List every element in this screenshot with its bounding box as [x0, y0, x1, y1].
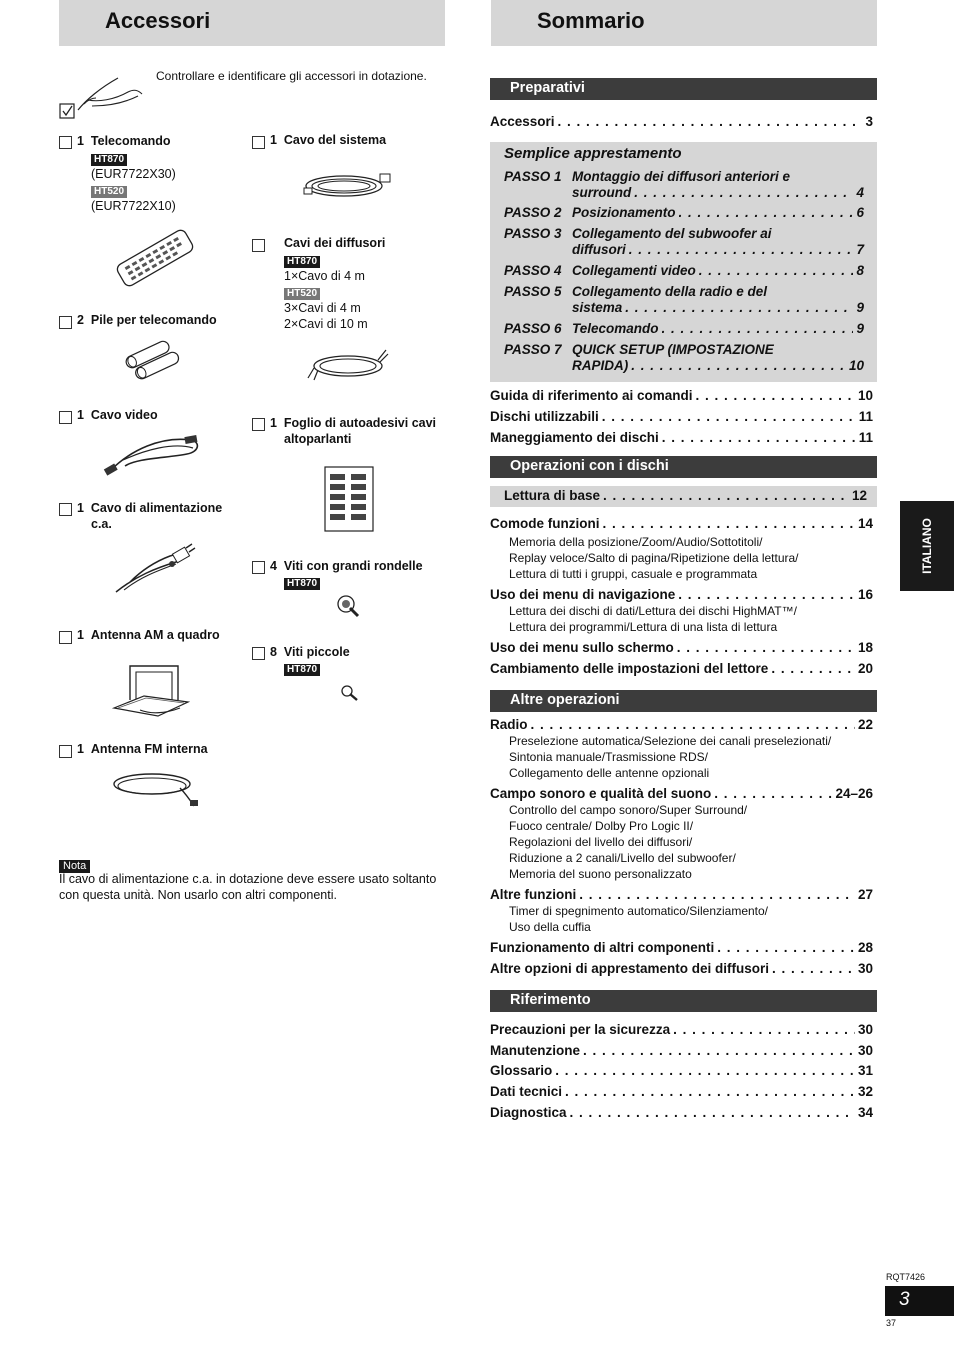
checkbox-telecomando — [59, 136, 72, 149]
toc-title: Dischi utilizzabili — [490, 409, 599, 424]
remote-control-icon — [114, 222, 196, 294]
toc-page: 31 — [857, 1063, 873, 1078]
toc-title: Cambiamento delle impostazioni del lettore — [490, 661, 769, 676]
passo-title: Montaggio dei diffusori anteriori e — [572, 169, 791, 184]
passo-6[interactable] — [504, 321, 864, 337]
accessori-header — [59, 0, 445, 46]
passo-page: 8 — [856, 263, 864, 278]
toc-radio[interactable] — [490, 717, 873, 732]
toc-page: 12 — [851, 488, 867, 503]
sub-line: Riduzione a 2 canali/Livello del subwoofer/ — [509, 851, 736, 865]
code-ht870: (EUR7722X30) — [91, 167, 176, 181]
passo-number: PASSO 6 — [504, 321, 562, 336]
passo-title: Collegamento del subwoofer ai — [572, 226, 772, 241]
checkbox-cavi-diffusori — [252, 239, 265, 252]
toc-title: Guida di riferimento ai comandi — [490, 388, 693, 403]
toc-page: 24–26 — [835, 786, 873, 801]
detail-3: 2×Cavi di 10 m — [284, 317, 368, 331]
doc-code: RQT7426 — [886, 1272, 926, 1282]
passo-page: 10 — [848, 358, 864, 373]
toc-maneggiamento[interactable] — [490, 430, 873, 445]
sub-line: Fuoco centrale/ Dolby Pro Logic II/ — [509, 819, 694, 833]
small-number: 37 — [886, 1318, 897, 1328]
label: Cavo video — [90, 408, 158, 422]
checkbox-cavo-video — [59, 411, 72, 424]
label: Foglio di autoadesivi cavi — [283, 416, 437, 430]
sub-line: Lettura dei programmi/Lettura di una lista di lettura — [509, 620, 778, 634]
passo-1[interactable] — [504, 169, 864, 201]
label: Pile per telecomando — [90, 313, 217, 327]
passo-page: 4 — [856, 185, 864, 200]
sub-line: Lettura dei dischi di dati/Lettura dei dischi HighMAT™/ — [509, 604, 797, 618]
code-ht520: (EUR7722X10) — [91, 199, 176, 213]
page-number-box — [885, 1286, 954, 1316]
toc-title: Uso dei menu sullo schermo — [490, 640, 674, 655]
navigazione-sub — [509, 603, 797, 635]
toc-precauzioni[interactable] — [490, 1022, 873, 1037]
toc-navigazione[interactable] — [490, 587, 873, 602]
toc-page: 11 — [858, 409, 873, 424]
sub-line: Controllo del campo sonoro/Super Surround/ — [509, 803, 748, 817]
toc-dischi[interactable] — [490, 409, 873, 424]
toc-title: Dati tecnici — [490, 1084, 563, 1099]
label: Cavo di alimentazione — [90, 501, 223, 515]
passo-number: PASSO 4 — [504, 263, 562, 278]
toc-page: 32 — [857, 1084, 873, 1099]
system-cable-icon — [300, 166, 394, 206]
toc-schermo[interactable] — [490, 640, 873, 655]
toc-altre-funzioni[interactable] — [490, 887, 873, 902]
nota-line-2: con questa unità. Non usarlo con altri componenti. — [59, 888, 337, 902]
toc-title: Campo sonoro e qualità del suono — [490, 786, 712, 801]
qty: 1 — [77, 408, 84, 422]
label: Viti piccole — [283, 645, 350, 659]
toc-guida[interactable] — [490, 388, 873, 403]
label: Antenna AM a quadro — [90, 628, 220, 642]
page-title-sommario: Sommario — [537, 8, 645, 33]
qty: 1 — [270, 416, 277, 430]
campo-sub — [509, 802, 747, 882]
badge-ht870: HT870 — [284, 256, 320, 268]
passo-page: 9 — [856, 300, 864, 315]
page-title-accessori: Accessori — [105, 8, 211, 33]
checkbox-cavo-sistema — [252, 136, 265, 149]
toc-page: 27 — [857, 887, 873, 902]
item-pile — [77, 313, 217, 327]
toc-title: Manutenzione — [490, 1043, 580, 1058]
item-antenna-fm — [77, 742, 208, 756]
batteries-icon — [124, 340, 186, 382]
passo-title-2: RAPIDA) — [572, 358, 629, 373]
passo-4[interactable] — [504, 263, 864, 279]
toc-title: Precauzioni per la sicurezza — [490, 1022, 671, 1037]
toc-page: 22 — [857, 717, 873, 732]
sub-line: Sintonia manuale/Trasmissione RDS/ — [509, 750, 708, 764]
nota-line-1: Il cavo di alimentazione c.a. in dotazione deve essere usato soltanto — [59, 872, 437, 886]
telecomando-models — [91, 150, 176, 214]
label-2: altoparlanti — [284, 432, 352, 446]
toc-glossario[interactable] — [490, 1063, 873, 1078]
badge-ht520: HT520 — [91, 186, 127, 198]
toc-page: 14 — [857, 516, 873, 531]
qty: 1 — [77, 742, 84, 756]
toc-accessori[interactable] — [490, 114, 873, 129]
checkbox-foglio-autoadesivi — [252, 418, 265, 431]
passo-title-2: surround — [572, 185, 632, 200]
nota-badge: Nota — [59, 860, 90, 873]
sommario-header — [491, 0, 877, 46]
item-viti-piccole — [270, 644, 350, 676]
qty: 2 — [77, 313, 84, 327]
sub-line: Preselezione automatica/Selezione dei canali preselezionati/ — [509, 734, 832, 748]
checkbox-pile — [59, 316, 72, 329]
passo-page: 6 — [856, 205, 864, 220]
label: Antenna FM interna — [90, 742, 208, 756]
passo-title: Collegamenti video — [572, 263, 696, 278]
cavi-diffusori-details — [284, 252, 368, 332]
toc-page: 16 — [857, 587, 873, 602]
video-cable-icon — [103, 430, 203, 478]
toc-page: 30 — [857, 961, 873, 976]
detail-2: 3×Cavi di 4 m — [284, 301, 361, 315]
toc-page: 3 — [865, 114, 873, 129]
sub-line: Memoria del suono personalizzato — [509, 867, 692, 881]
language-side-tab — [900, 501, 954, 591]
section-title: Riferimento — [510, 992, 591, 1008]
toc-page: 30 — [857, 1043, 873, 1058]
toc-dati-tecnici[interactable] — [490, 1084, 873, 1099]
toc-title: Altre opzioni di apprestamento dei diffusori — [490, 961, 770, 976]
passo-number: PASSO 5 — [504, 284, 562, 299]
sub-line: Lettura di tutti i gruppi, casuale e programmata — [509, 567, 758, 581]
label: Telecomando — [90, 134, 171, 148]
checkbox-viti-piccole — [252, 647, 265, 660]
passo-3[interactable] — [504, 226, 864, 258]
toc-campo-sonoro[interactable] — [490, 786, 873, 801]
passo-number: PASSO 3 — [504, 226, 562, 241]
altre-funzioni-sub — [509, 903, 768, 935]
item-viti-grandi — [270, 558, 423, 590]
intro-text: Controllare e identificare gli accessori in dotazione. — [156, 69, 427, 83]
screw-washer-icon — [336, 594, 362, 620]
speaker-cables-icon — [306, 346, 390, 386]
sub-line: Regolazioni del livello dei diffusori/ — [509, 835, 693, 849]
section-operazioni — [490, 456, 877, 478]
checkbox-antenna-fm — [59, 745, 72, 758]
item-telecomando — [77, 133, 171, 149]
power-cable-icon — [110, 542, 200, 600]
badge-ht520: HT520 — [284, 288, 320, 300]
qty: 8 — [270, 645, 277, 659]
qty: 1 — [270, 133, 277, 147]
fm-antenna-icon — [110, 766, 200, 810]
qty: 1 — [77, 134, 84, 148]
toc-page: 11 — [858, 430, 873, 445]
item-foglio-autoadesivi — [270, 415, 436, 447]
checklist-hand-icon — [58, 70, 144, 122]
passo-title-2: diffusori — [572, 242, 626, 257]
label-2: c.a. — [91, 517, 112, 531]
comode-sub — [509, 534, 799, 582]
passo-title: Collegamento della radio e del — [572, 284, 768, 299]
label: Viti con grandi rondelle — [283, 559, 423, 573]
toc-page: 28 — [857, 940, 873, 955]
section-title: Altre operazioni — [510, 692, 620, 708]
section-riferimento — [490, 990, 877, 1012]
toc-title: Radio — [490, 717, 528, 732]
section-preparativi — [490, 78, 877, 100]
toc-page: 10 — [857, 388, 873, 403]
page-number: 3 — [899, 1289, 910, 1310]
passo-7[interactable] — [504, 342, 864, 374]
item-antenna-am — [77, 628, 220, 642]
item-cavo-alimentazione — [77, 500, 222, 532]
toc-diagnostica[interactable] — [490, 1105, 873, 1120]
qty: 4 — [270, 559, 277, 573]
section-title: Operazioni con i dischi — [510, 458, 669, 474]
badge-ht870: HT870 — [91, 154, 127, 166]
toc-title: Altre funzioni — [490, 887, 577, 902]
toc-title: Lettura di base — [504, 488, 601, 503]
item-cavo-sistema — [270, 133, 386, 147]
section-title: Preparativi — [510, 80, 585, 96]
sub-line: Memoria della posizione/Zoom/Audio/Sottotitoli/ — [509, 535, 763, 549]
language-label: ITALIANO — [920, 518, 934, 574]
small-screw-icon — [340, 684, 360, 702]
passo-number: PASSO 7 — [504, 342, 562, 357]
badge-ht870: HT870 — [284, 664, 320, 676]
toc-comode[interactable] — [490, 516, 873, 531]
semplice-title: Semplice apprestamento — [504, 145, 682, 162]
item-cavi-diffusori: Cavi dei diffusori — [284, 236, 386, 250]
toc-title: Uso dei menu di navigazione — [490, 587, 676, 602]
radio-sub — [509, 733, 831, 781]
passo-number: PASSO 1 — [504, 169, 562, 184]
toc-title: Accessori — [490, 114, 555, 129]
passo-title: Telecomando — [572, 321, 659, 336]
toc-page: 30 — [857, 1022, 873, 1037]
toc-title: Funzionamento di altri componenti — [490, 940, 715, 955]
toc-page: 18 — [857, 640, 873, 655]
sub-line: Uso della cuffia — [509, 920, 591, 934]
checkbox-antenna-am — [59, 631, 72, 644]
passo-number: PASSO 2 — [504, 205, 562, 220]
label: Cavo del sistema — [283, 133, 387, 147]
passo-5[interactable] — [504, 284, 864, 316]
detail-1: 1×Cavo di 4 m — [284, 269, 365, 283]
toc-funzionamento[interactable] — [490, 940, 873, 955]
toc-title: Comode funzioni — [490, 516, 600, 531]
passo-title: Posizionamento — [572, 205, 676, 220]
toc-lettura[interactable] — [504, 488, 867, 503]
checkbox-viti-grandi — [252, 561, 265, 574]
qty: 1 — [77, 628, 84, 642]
toc-title: Maneggiamento dei dischi — [490, 430, 659, 445]
sub-line: Timer di spegnimento automatico/Silenziamento/ — [509, 904, 769, 918]
passo-title: QUICK SETUP (IMPOSTAZIONE — [572, 342, 774, 357]
toc-page: 20 — [857, 661, 873, 676]
toc-title: Diagnostica — [490, 1105, 567, 1120]
passo-page: 7 — [856, 242, 864, 257]
badge-ht870: HT870 — [284, 578, 320, 590]
passo-title-2: sistema — [572, 300, 623, 315]
item-cavo-video — [77, 408, 158, 422]
toc-opzioni-diffusori[interactable] — [490, 961, 873, 976]
toc-title: Glossario — [490, 1063, 553, 1078]
passo-page: 9 — [856, 321, 864, 336]
sticker-sheet-icon — [324, 466, 374, 532]
checkbox-cavo-alimentazione — [59, 503, 72, 516]
toc-cambiamento[interactable] — [490, 661, 873, 676]
qty: 1 — [77, 501, 84, 515]
sub-line: Replay veloce/Salto di pagina/Ripetizione della lettura/ — [509, 551, 799, 565]
am-loop-antenna-icon — [110, 656, 190, 718]
passo-2[interactable] — [504, 205, 864, 221]
toc-page: 34 — [857, 1105, 873, 1120]
sub-line: Collegamento delle antenne opzionali — [509, 766, 710, 780]
section-altre-operazioni — [490, 690, 877, 712]
toc-manutenzione[interactable] — [490, 1043, 873, 1058]
